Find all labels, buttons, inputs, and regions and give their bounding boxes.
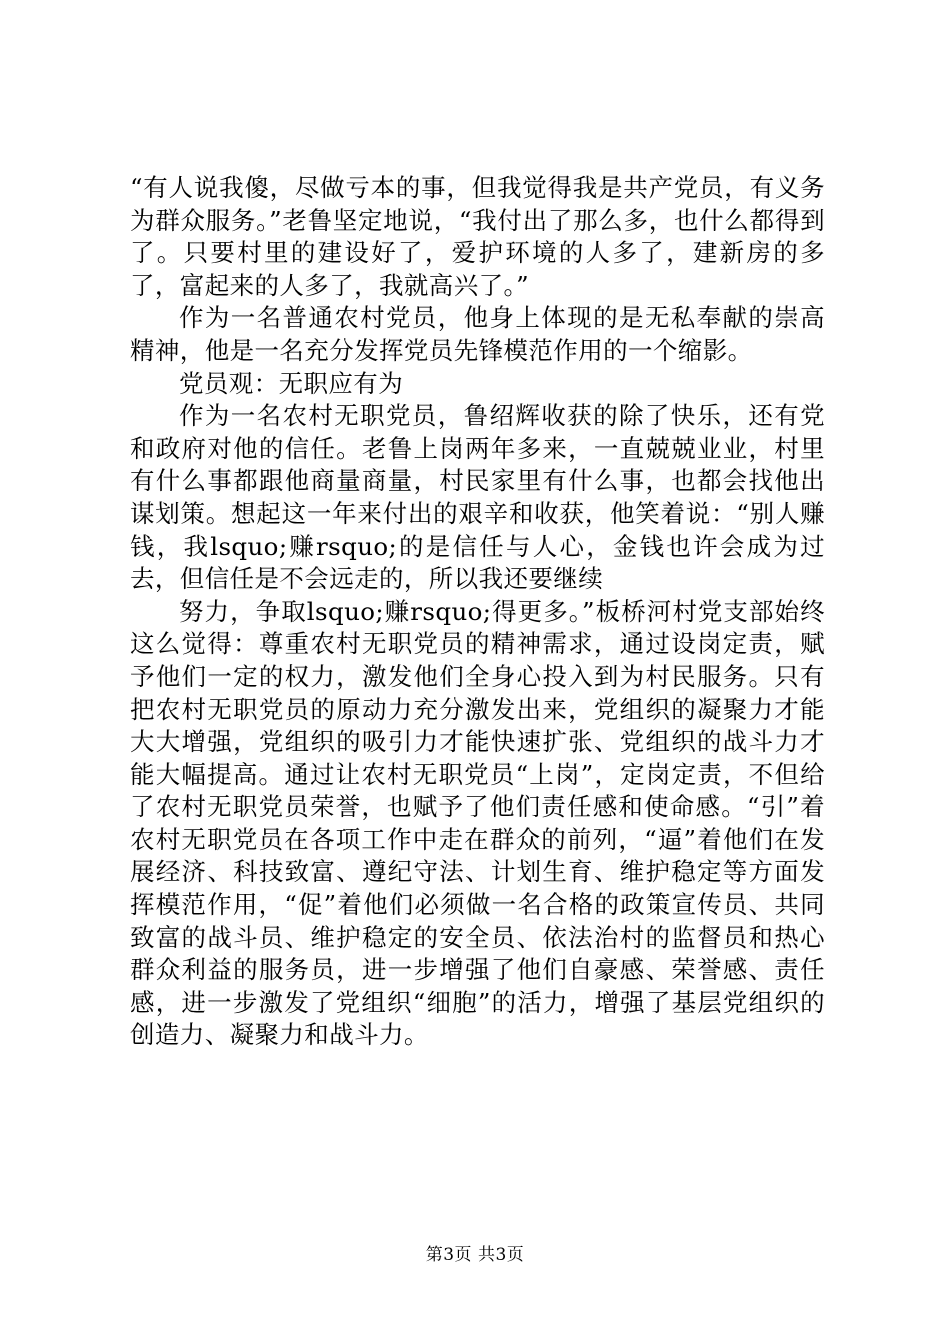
paragraph-summary: 作为一名普通农村党员，他身上体现的是无私奉献的崇高精神，他是一名充分发挥党员先锋模范作用的一个缩影。	[130, 303, 825, 365]
section-heading: 党员观：无职应有为	[179, 368, 404, 398]
page-number-footer: 第3页 共3页	[425, 1245, 525, 1265]
paragraph-conclusion: 努力，争取lsquo;赚rsquo;得更多。”板桥河村党支部始终这么觉得：尊重农村无职党员的精神需求，通过设岗定责，赋予他们一定的权力，激发他们全身心投入到为村民服务。只有把农村无职党员的原动力充分激发出来，党组织的凝聚力才能大大增强，党组织的吸引力才能快速扩张、党组织的战斗力才能大幅提高。通过让农村无职党员“上岗”，定岗定责，不但给了农村无职党员荣誉，也赋予了他们责任感和使命感。“引”着农村无职党员在各项工作中走在群众的前列，“逼”着他们在发展经济、科技致富、遵纪守法、计划生育、维护稳定等方面发挥模范作用，“促”着他们必须做一名合格的政策宣传员、共同致富的战斗员、维护稳定的安全员、依法治村的监督员和热心群众利益的服务员，进一步增强了他们自豪感、荣誉感、责任感，进一步激发了党组织“细胞”的活力，增强了基层党组织的创造力、凝聚力和战斗力。	[130, 596, 825, 1050]
paragraph-trust: 作为一名农村无职党员，鲁绍辉收获的除了快乐，还有党和政府对他的信任。老鲁上岗两年多来，一直兢兢业业，村里有什么事都跟他商量商量，村民家里有什么事，也都会找他出谋划策。想起这一年来付出的艰辛和收获，他笑着说：“别人赚钱，我lsquo;赚rsquo;的是信任与人心，金钱也许会成为过去，但信任是不会远走的，所以我还要继续	[130, 401, 825, 594]
paragraph-quote: “有人说我傻，尽做亏本的事，但我觉得我是共产党员，有义务为群众服务。”老鲁坚定地说，“我付出了那么多，也什么都得到了。只要村里的建设好了，爱护环境的人多了，建新房的多了，富起来的人多了，我就高兴了。”	[130, 173, 825, 300]
document-body	[130, 172, 825, 1052]
